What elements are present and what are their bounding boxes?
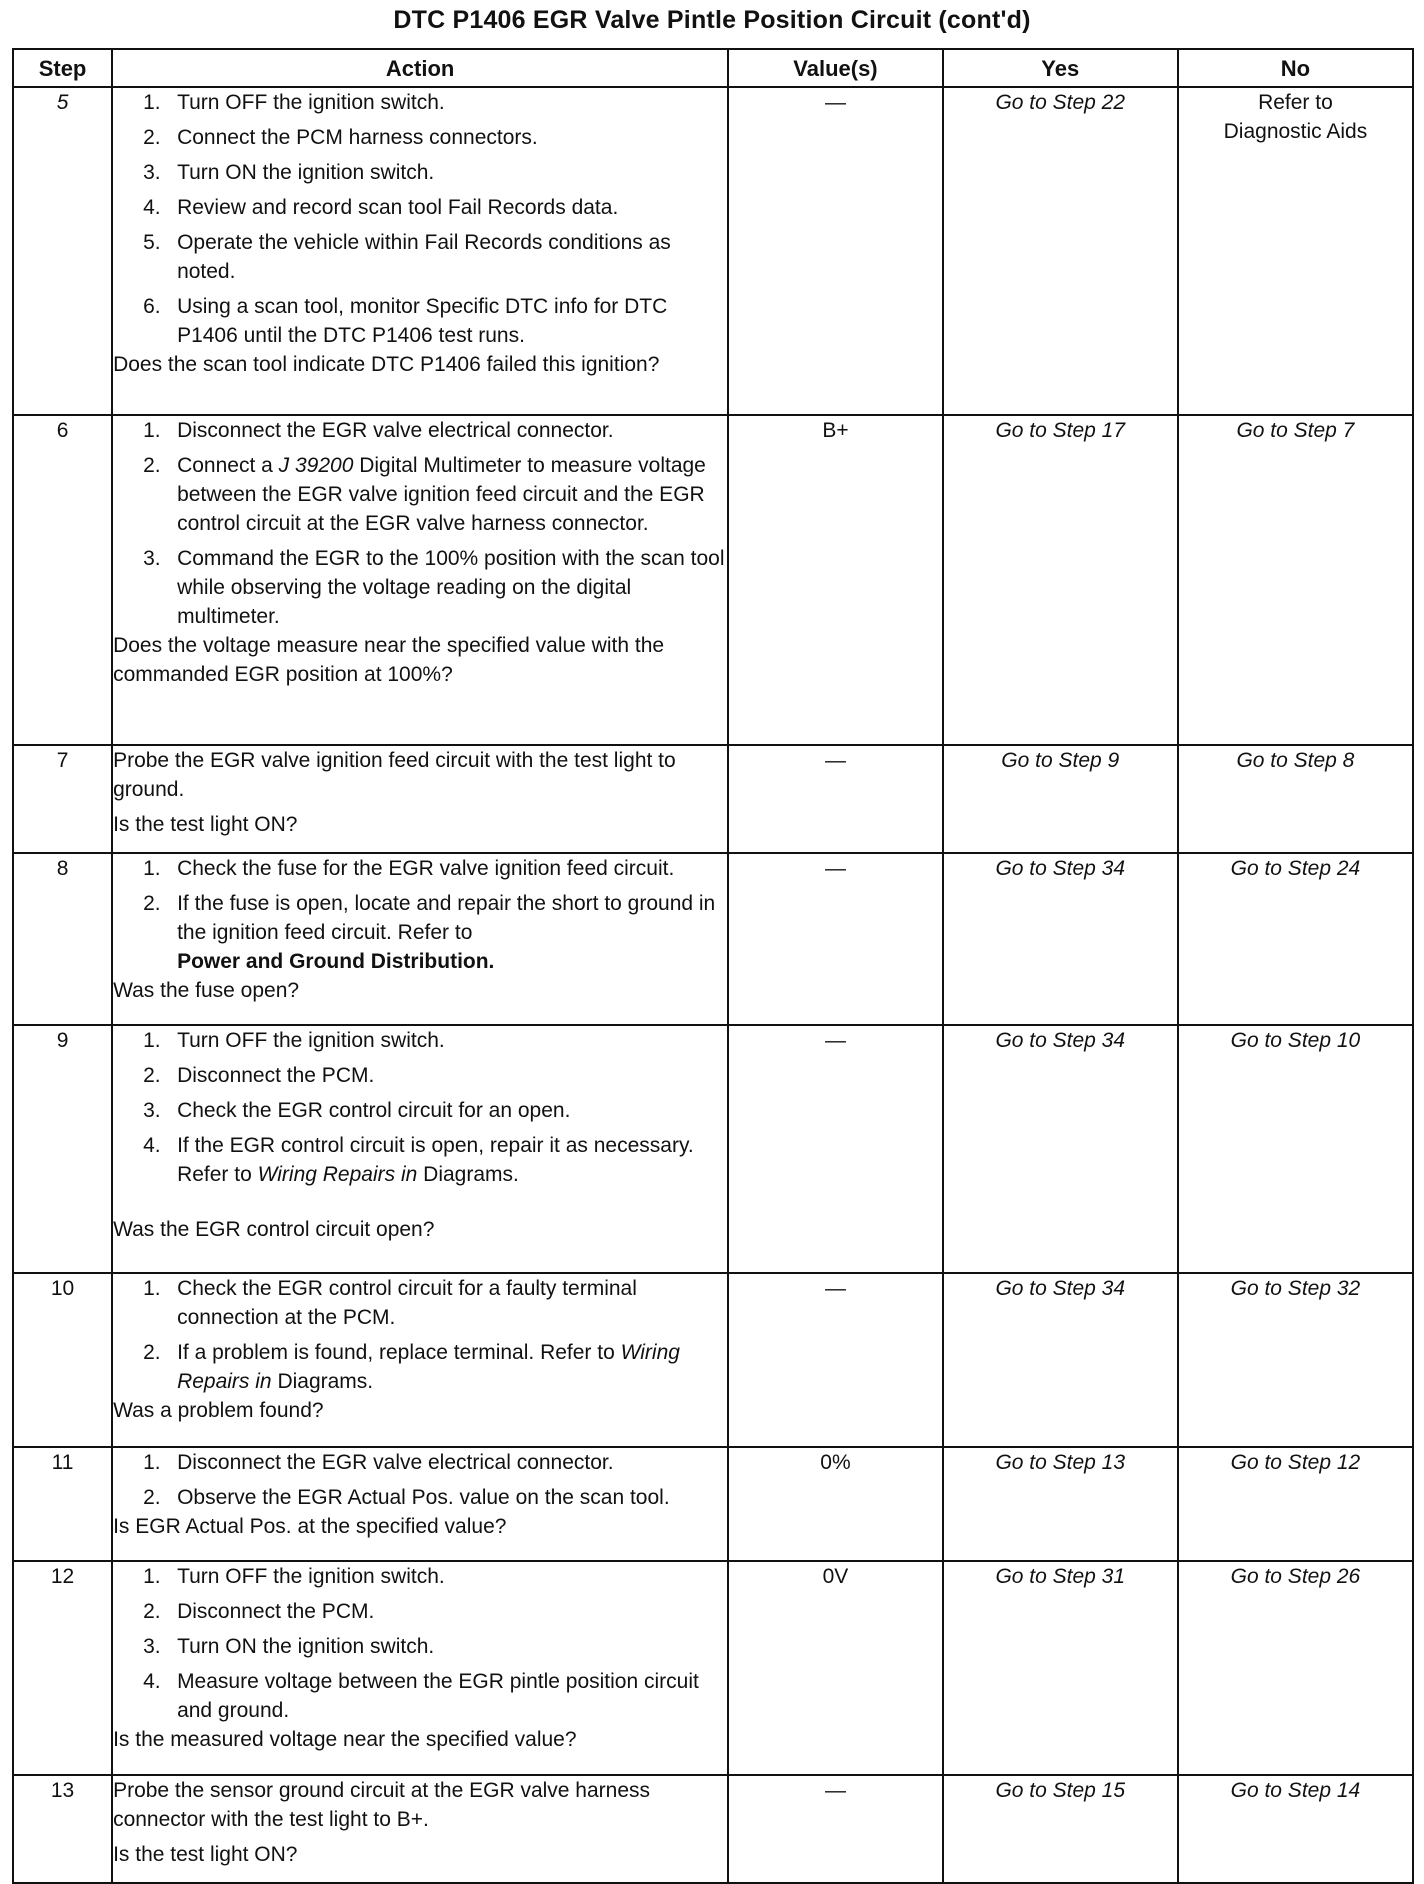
- action-step: 3. Turn ON the ignition switch.: [143, 1635, 435, 1658]
- yes-cell: Go to Step 9: [943, 745, 1178, 853]
- action-step: 2. Disconnect the PCM.: [143, 1064, 375, 1087]
- no-cell: Go to Step 8: [1178, 745, 1413, 853]
- diagnostic-table: [12, 48, 1414, 1884]
- table-row: [13, 745, 1413, 853]
- action-text: Disconnect the PCM.: [177, 1064, 375, 1087]
- table-header-row: [13, 49, 1413, 87]
- value-cell: —: [728, 1025, 942, 1273]
- tool-reference: J 39200: [278, 454, 354, 477]
- step-number: 6: [13, 415, 112, 745]
- action-cell: [112, 415, 728, 745]
- action-text: Observe the EGR Actual Pos. value on the scan tool.: [177, 1486, 670, 1509]
- no-cell: Go to Step 7: [1178, 415, 1413, 745]
- value-cell: —: [728, 745, 942, 853]
- action-cell: [112, 87, 728, 415]
- step-index: 4.: [143, 196, 161, 219]
- yes-cell: Go to Step 34: [943, 1025, 1178, 1273]
- step-number: 13: [13, 1775, 112, 1883]
- step-index: 5.: [143, 231, 161, 254]
- action-step: 1. Turn OFF the ignition switch.: [143, 1029, 445, 1052]
- no-cell: Go to Step 14: [1178, 1775, 1413, 1883]
- action-question: Was a problem found?: [113, 1399, 324, 1422]
- action-step: 1. Check the EGR control circuit for a faulty terminal connection at the PCM.: [143, 1277, 637, 1329]
- value-cell: B+: [728, 415, 942, 745]
- action-text: Turn ON the ignition switch.: [177, 161, 435, 184]
- action-step: [113, 158, 727, 187]
- value-cell: —: [728, 87, 942, 415]
- action-text: Disconnect the EGR valve electrical connector.: [177, 1451, 614, 1474]
- action-text: Digital Multimeter to measure voltage between the EGR valve ignition feed circuit and the EGR control circuit at the EGR valve harness connector.: [177, 454, 706, 535]
- step-index: 2.: [143, 126, 161, 149]
- action-step: 3. Command the EGR to the 100% position with the scan tool while observing the voltage reading on the digital multimeter.: [143, 547, 725, 628]
- yes-cell: Go to Step 31: [943, 1561, 1178, 1775]
- action-question: Is the test light ON?: [113, 813, 298, 836]
- step-number: 8: [13, 853, 112, 1025]
- action-question: Was the fuse open?: [113, 979, 300, 1002]
- action-cell: [112, 1025, 728, 1273]
- table-row: [13, 1025, 1413, 1273]
- action-text: Connect the PCM harness connectors.: [177, 126, 538, 149]
- action-text: Diagrams.: [271, 1370, 374, 1393]
- action-question: Is the test light ON?: [113, 1843, 298, 1866]
- section-reference: Power and Ground Distribution.: [177, 950, 495, 973]
- action-cell: [112, 1273, 728, 1447]
- action-text: Measure voltage between the EGR pintle position circuit and ground.: [177, 1670, 699, 1722]
- step-index: 6.: [143, 295, 161, 318]
- column-header-no: No: [1178, 49, 1413, 87]
- value-cell: —: [728, 853, 942, 1025]
- table-row: [13, 1561, 1413, 1775]
- step-number: 12: [13, 1561, 112, 1775]
- action-step: 1. Check the fuse for the EGR valve ignition feed circuit.: [143, 857, 675, 880]
- action-text: If the EGR control circuit is open, repair it as necessary. Refer to: [177, 1134, 694, 1186]
- action-text: Turn ON the ignition switch.: [177, 1635, 435, 1658]
- table-row: [13, 853, 1413, 1025]
- action-step: [113, 228, 727, 286]
- action-text: Probe the sensor ground circuit at the EGR valve harness connector with the test light to B+.: [113, 1779, 651, 1831]
- action-step: 2. Observe the EGR Actual Pos. value on the scan tool.: [143, 1486, 670, 1509]
- action-text: Disconnect the PCM.: [177, 1600, 375, 1623]
- page-title: DTC P1406 EGR Valve Pintle Position Circuit (cont'd): [393, 6, 1031, 34]
- action-step: [113, 292, 727, 350]
- value-cell: 0%: [728, 1447, 942, 1561]
- action-text: Diagrams.: [417, 1163, 519, 1186]
- action-step: 2. If the fuse is open, locate and repair the short to ground in the ignition feed circuit. Refer to Power and Ground Distribution.: [143, 892, 716, 973]
- no-cell: Go to Step 24: [1178, 853, 1413, 1025]
- action-step: 2. If a problem is found, replace terminal. Refer to Wiring Repairs in Diagrams.: [143, 1341, 680, 1393]
- action-text: Connect a: [177, 454, 279, 477]
- no-cell: Go to Step 32: [1178, 1273, 1413, 1447]
- no-cell: Go to Step 10: [1178, 1025, 1413, 1273]
- step-number: 11: [13, 1447, 112, 1561]
- yes-cell: Go to Step 34: [943, 853, 1178, 1025]
- value-cell: —: [728, 1273, 942, 1447]
- action-question: Does the voltage measure near the specified value with the commanded EGR position at 100%?: [113, 634, 665, 686]
- action-text: Check the EGR control circuit for an open.: [177, 1099, 571, 1122]
- no-cell: Go to Step 12: [1178, 1447, 1413, 1561]
- table-row: [13, 1273, 1413, 1447]
- action-step: 4. If the EGR control circuit is open, repair it as necessary. Refer to Wiring Repairs in Diagrams.: [143, 1134, 694, 1186]
- action-text: Using a scan tool, monitor Specific DTC info for DTC P1406 until the DTC P1406 test runs.: [177, 295, 668, 347]
- action-step: 1. Turn OFF the ignition switch.: [143, 1565, 445, 1588]
- action-question: Was the EGR control circuit open?: [113, 1218, 435, 1241]
- yes-cell: Go to Step 15: [943, 1775, 1178, 1883]
- action-step: 1. Disconnect the EGR valve electrical connector.: [143, 419, 614, 442]
- action-cell: [112, 1447, 728, 1561]
- action-question: Does the scan tool indicate DTC P1406 failed this ignition?: [113, 353, 660, 376]
- table-row: [13, 1447, 1413, 1561]
- step-index: 3.: [143, 161, 161, 184]
- table-row: [13, 87, 1413, 415]
- table-row: [13, 415, 1413, 745]
- action-cell: [112, 853, 728, 1025]
- yes-cell: Go to Step 34: [943, 1273, 1178, 1447]
- no-cell: Go to Step 26: [1178, 1561, 1413, 1775]
- action-step: [113, 193, 727, 222]
- action-text: Disconnect the EGR valve electrical connector.: [177, 419, 614, 442]
- action-text: If the fuse is open, locate and repair the short to ground in the ignition feed circuit. Refer to: [177, 892, 716, 944]
- action-step: [113, 88, 727, 117]
- action-text: Turn OFF the ignition switch.: [177, 1029, 445, 1052]
- action-question: Is EGR Actual Pos. at the specified value?: [113, 1515, 507, 1538]
- value-cell: —: [728, 1775, 942, 1883]
- table-row: [13, 1775, 1413, 1883]
- action-step: 2. Connect a J 39200 Digital Multimeter to measure voltage between the EGR valve ignition feed circuit and the EGR control circuit at the EGR valve harness connector.: [143, 454, 706, 535]
- no-cell: [1178, 87, 1413, 415]
- action-step: 2. Disconnect the PCM.: [143, 1600, 375, 1623]
- action-step: 4. Measure voltage between the EGR pintle position circuit and ground.: [143, 1670, 699, 1722]
- yes-cell: Go to Step 22: [943, 87, 1178, 415]
- action-step: 1. Disconnect the EGR valve electrical connector.: [143, 1451, 614, 1474]
- column-header-step: Step: [13, 49, 112, 87]
- section-reference: Wiring Repairs in: [177, 1341, 680, 1393]
- action-question: Is the measured voltage near the specified value?: [113, 1728, 577, 1751]
- action-text: Turn OFF the ignition switch.: [177, 91, 445, 114]
- column-header-yes: Yes: [943, 49, 1178, 87]
- step-number: 7: [13, 745, 112, 853]
- step-number: 5: [13, 87, 112, 415]
- action-text: Turn OFF the ignition switch.: [177, 1565, 445, 1588]
- action-text: Review and record scan tool Fail Records data.: [177, 196, 619, 219]
- action-step: 3. Check the EGR control circuit for an open.: [143, 1099, 571, 1122]
- column-header-action: Action: [112, 49, 728, 87]
- action-text: Probe the EGR valve ignition feed circuit with the test light to ground.: [113, 749, 676, 801]
- section-reference: Wiring Repairs in: [257, 1163, 418, 1186]
- action-cell: [112, 1561, 728, 1775]
- yes-cell: Go to Step 13: [943, 1447, 1178, 1561]
- step-index: 1.: [143, 91, 161, 114]
- yes-cell: Go to Step 17: [943, 415, 1178, 745]
- no-text-line: Refer to: [1258, 91, 1333, 114]
- action-text: Check the fuse for the EGR valve ignition feed circuit.: [177, 857, 675, 880]
- action-text: Check the EGR control circuit for a faulty terminal connection at the PCM.: [177, 1277, 637, 1329]
- column-header-values: Value(s): [728, 49, 942, 87]
- action-text: Operate the vehicle within Fail Records conditions as noted.: [177, 231, 671, 283]
- no-text-line: Diagnostic Aids: [1223, 120, 1368, 143]
- action-text: Command the EGR to the 100% position with the scan tool while observing the voltage reading on the digital multimeter.: [177, 547, 725, 628]
- step-number: 10: [13, 1273, 112, 1447]
- action-step: [113, 123, 727, 152]
- action-text: If a problem is found, replace terminal. Refer to: [177, 1341, 621, 1364]
- step-number: 9: [13, 1025, 112, 1273]
- action-cell: [112, 1775, 728, 1883]
- value-cell: 0V: [728, 1561, 942, 1775]
- action-cell: [112, 745, 728, 853]
